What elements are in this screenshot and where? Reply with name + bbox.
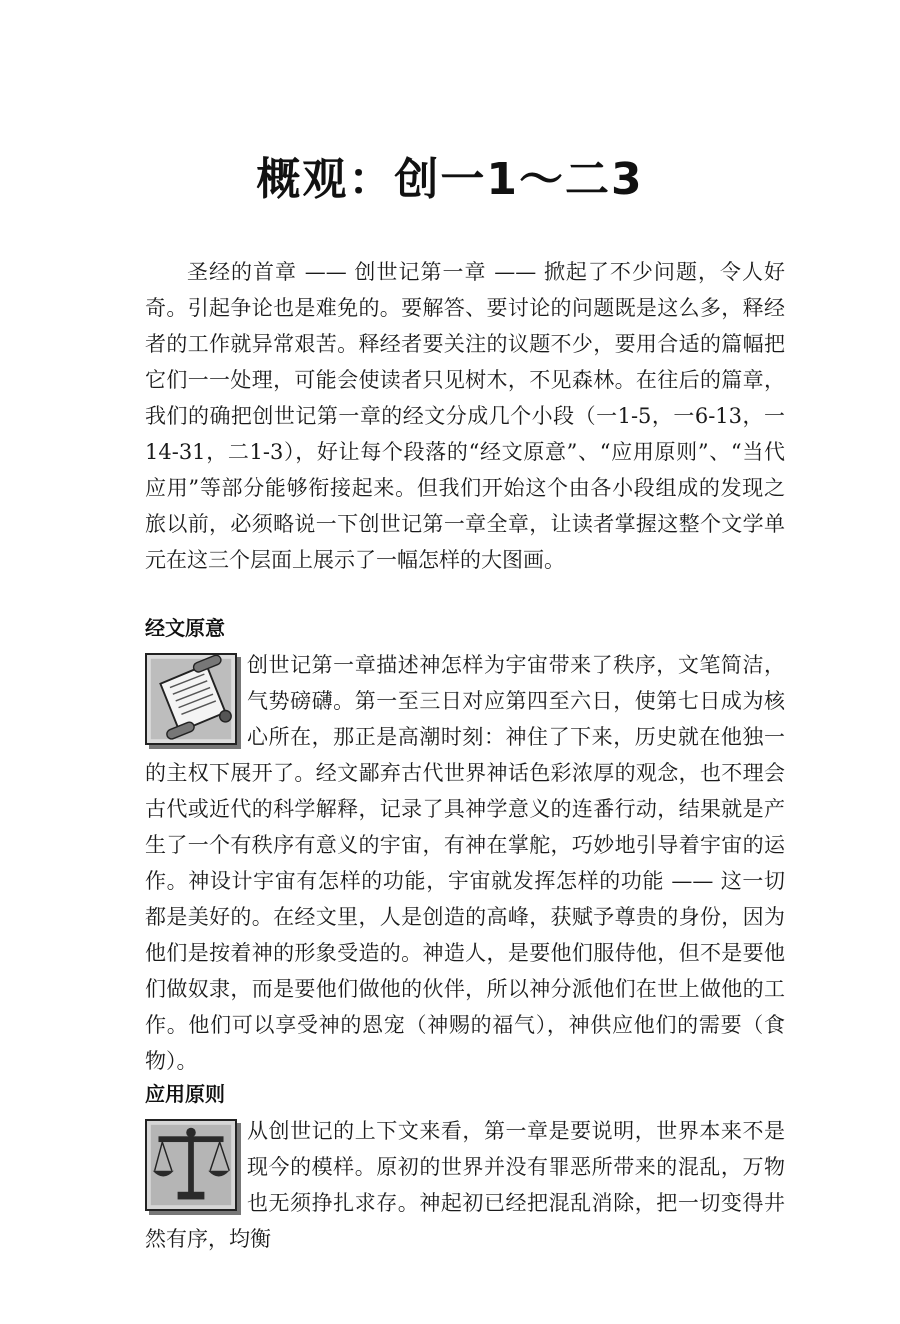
- scroll-icon-graphic: [147, 655, 235, 743]
- page-title: 概观：创一1～二3: [256, 154, 644, 205]
- section-original-meaning: [145, 647, 785, 1079]
- scales-icon: [145, 1119, 237, 1211]
- section-heading-bridging-contexts: 应用原则: [145, 1082, 225, 1106]
- scroll-icon: [145, 653, 237, 745]
- section-heading-original-meaning: 经文原意: [145, 616, 225, 640]
- scales-icon-graphic: [147, 1121, 235, 1209]
- section-body-text: 创世记第一章描述神怎样为宇宙带来了秩序，文笔简洁，气势磅礴。第一至三日对应第四至六日，使第七日成为核心所在，那正是高潮时刻：神住了下来，历史就在他独一的主权下展开了。经文鄙弃古代世界神话色彩浓厚的观念，也不理会古代或近代的科学解释，记录了具神学意义的连番行动，结果就是产生了一个有秩序有意义的宇宙，有神在掌舵，巧妙地引导着宇宙的运作。神设计宇宙有怎样的功能，宇宙就发挥怎样的功能 —— 这一切都是美好的。在经文里，人是创造的高峰，获赋予尊贵的身份，因为他们是按着神的形象受造的。神造人，是要他们服侍他，但不是要他们做奴隶，而是要他们做他的伙伴，所以神分派他们在世上做他的工作。他们可以享受神的恩宠（神赐的福气），神供应他们的需要（食物）。: [145, 653, 785, 1073]
- intro-paragraph: 圣经的首章 —— 创世记第一章 —— 掀起了不少问题，令人好奇。引起争论也是难免的。要解答、要讨论的问题既是这么多，释经者的工作就异常艰苦。释经者要关注的议题不少，要用合适的篇幅把它们一一处理，可能会使读者只见树木，不见森林。在往后的篇章，我们的确把创世记第一章的经文分成几个小段（一1-5，一6-13，一14-31，二1-3），好让每个段落的“经文原意”、“应用原则”、“当代应用”等部分能够衔接起来。但我们开始这个由各小段组成的发现之旅以前，必须略说一下创世记第一章全章，让读者掌握这整个文学单元在这三个层面上展示了一幅怎样的大图画。: [145, 260, 785, 572]
- section-body-text: 从创世记的上下文来看，第一章是要说明，世界本来不是现今的模样。原初的世界并没有罪恶所带来的混乱，万物也无须挣扎求存。神起初已经把混乱消除，把一切变得井然有序，均衡: [145, 1119, 785, 1251]
- section-bridging-contexts: [145, 1113, 785, 1257]
